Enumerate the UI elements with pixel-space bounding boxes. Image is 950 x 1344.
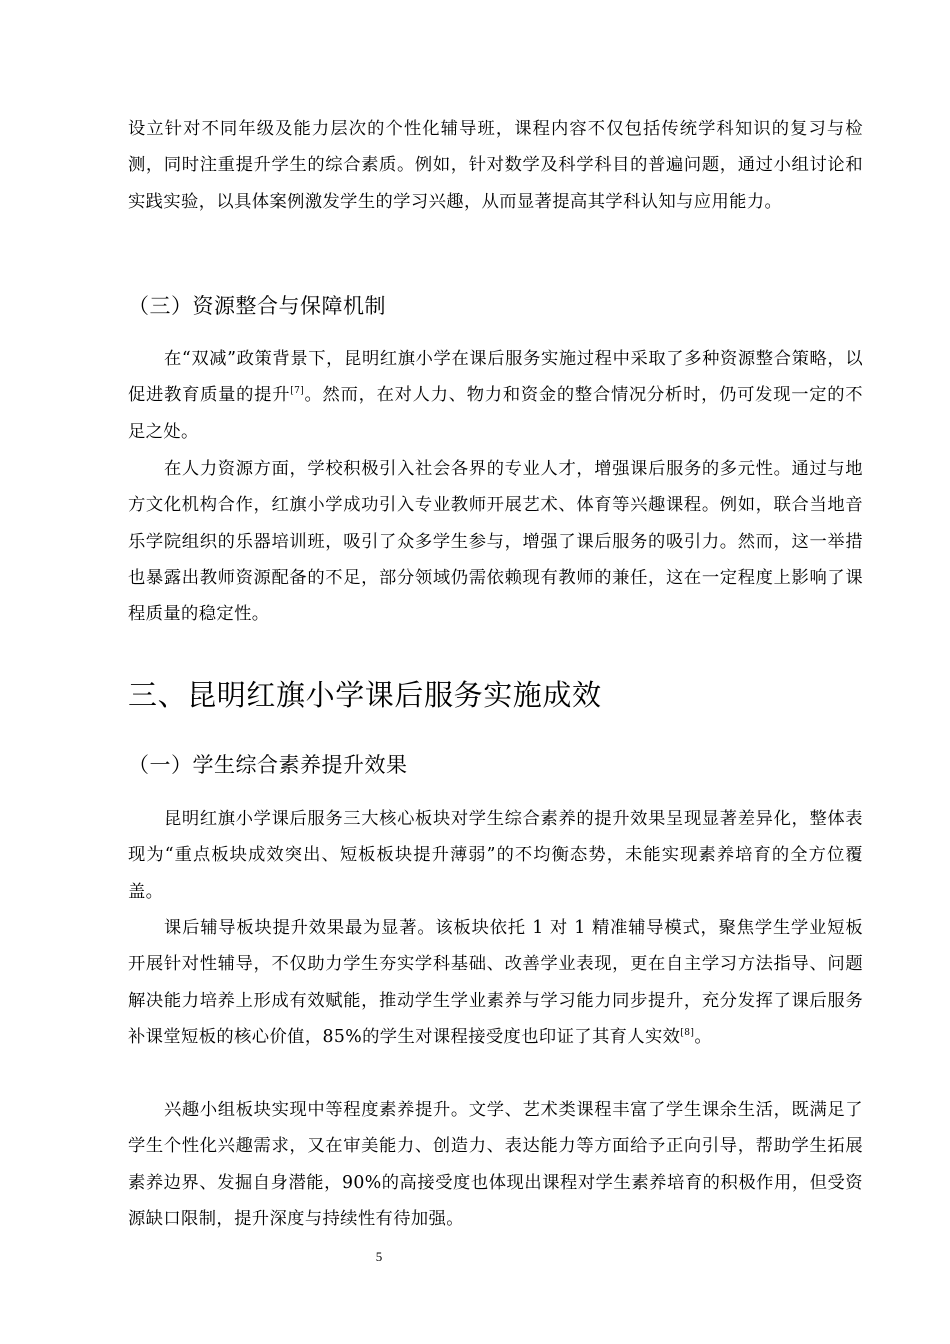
section-heading-literacy-effect (128, 750, 863, 780)
page-number: 5 (375, 1249, 383, 1264)
paragraph-text: 兴趣小组板块实现中等程度素养提升。文学、艺术类课程丰富了学生课余生活，既满足了学生个性化兴趣需求，又在审美能力、创造力、表达能力等方面给予正向引导，帮助学生拓展素养边界、发掘自身潜能，90%的高接受度也体现出课程对学生素养培育的积极作用，但受资源缺口限制，提升深度与持续性有待加强。 (128, 1100, 863, 1229)
paragraph-curriculum-intro (128, 111, 863, 220)
paragraph-human-resources (128, 451, 863, 632)
paragraph-text-main: 课后辅导板块提升效果最为显著。该板块依托 1 对 1 精准辅导模式，聚焦学生学业短板开展针对性辅导，不仅助力学生夯实学科基础、改善学业表现，更在自主学习方法指导、问题解决能力培养上形成有效赋能，推动学生学业素养与学习能力同步提升，充分发挥了课后服务补课堂短板的核心价值，85%的学生对课程接受度也印证了其育人实效 (128, 918, 863, 1047)
citation-8: [8] (680, 1027, 695, 1038)
chapter-heading-text: 三、昆明红旗小学课后服务实施成效 (128, 678, 602, 712)
citation-7: [7] (290, 386, 305, 397)
paragraph-text: 设立针对不同年级及能力层次的个性化辅导班，课程内容不仅包括传统学科知识的复习与检测，同时注重提升学生的综合素质。例如，针对数学及科学科目的普遍问题，通过小组讨论和实践实验，以具体案例激发学生的学习兴趣，从而显著提高其学科认知与应用能力。 (128, 119, 863, 212)
paragraph-tutoring-module (128, 910, 863, 1055)
paragraph-text (128, 910, 863, 1055)
paragraph-interest-groups (128, 1092, 863, 1237)
section-heading-resource-integration (128, 291, 863, 321)
paragraph-resource-strategy (128, 341, 863, 450)
paragraph-text: 在人力资源方面，学校积极引入社会各界的专业人才，增强课后服务的多元性。通过与地方文化机构合作，红旗小学成功引入专业教师开展艺术、体育等兴趣课程。例如，联合当地音乐学院组织的乐器培训班，吸引了众多学生参与，增强了课后服务的吸引力。然而，这一举措也暴露出教师资源配备的不足，部分领域仍需依赖现有教师的兼任，这在一定程度上影响了课程质量的稳定性。 (128, 459, 863, 625)
paragraph-text: 昆明红旗小学课后服务三大核心板块对学生综合素养的提升效果呈现显著差异化，整体表现为“重点板块成效突出、短板板块提升薄弱”的不均衡态势，未能实现素养培育的全方位覆盖。 (128, 809, 863, 902)
paragraph-literacy-overview (128, 801, 863, 910)
section-heading-text: （一）学生综合素养提升效果 (128, 753, 408, 777)
paragraph-text-tail: 。然而，在对人力、物力和资金的整合情况分析时，仍可发现一定的不足之处。 (128, 385, 863, 442)
section-heading-text: （三）资源整合与保障机制 (128, 294, 386, 318)
chapter-heading-outcomes (128, 675, 863, 715)
paragraph-text-main: 在“双减”政策背景下，昆明红旗小学在课后服务实施过程中采取了多种资源整合策略，以促进教育质量的提升 (128, 349, 863, 406)
paragraph-text (128, 341, 863, 450)
paragraph-text-tail: 。 (694, 1026, 713, 1047)
